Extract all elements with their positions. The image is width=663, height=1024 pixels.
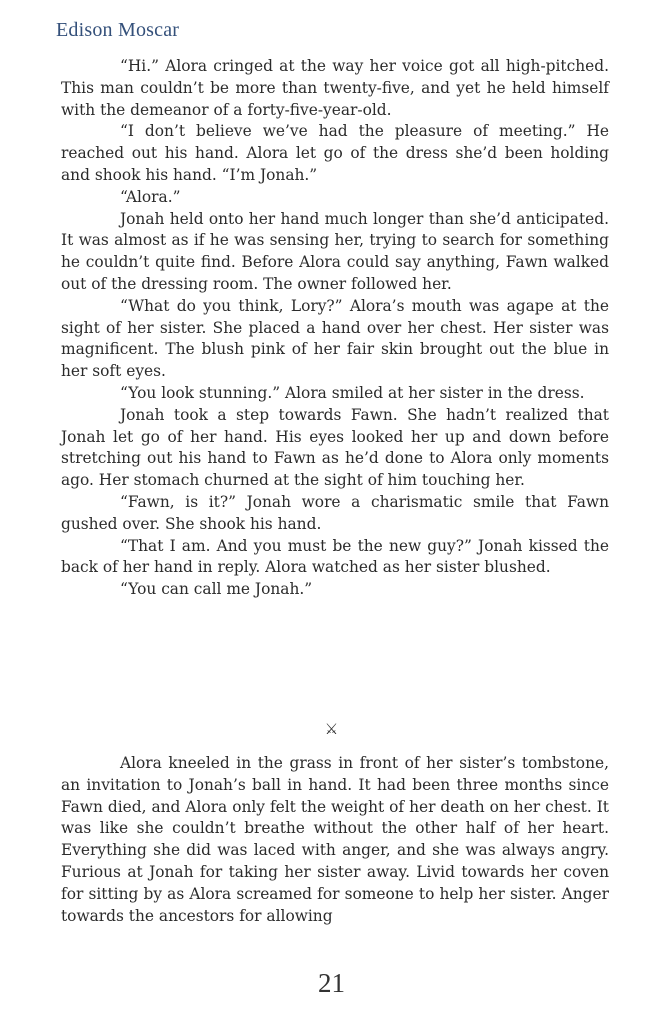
page-number: 21 [318,968,345,998]
paragraph: “Fawn, is it?” Jonah wore a charismatic smile that Fawn gushed over. She shook his hand. [61,492,609,533]
paragraph: Jonah held onto her hand much longer than she’d anticipated. It was almost as if he was sensing her, trying to search for something he couldn’t quite find. Before Alora could say anything, Fawn walked out of the dressing room. The owner followed her. [61,209,609,293]
paragraph: “That I am. And you must be the new guy?” Jonah kissed the back of her hand in reply. Alora watched as her sister blushed. [61,536,609,577]
paragraph: “Alora.” [120,187,181,206]
paragraph: “You can call me Jonah.” [120,580,313,599]
section-break-swords-icon: ⚔ [324,720,339,738]
body-text-section-1 [61,56,609,601]
paragraph: “What do you think, Lory?” Alora’s mouth was agape at the sight of her sister. She placed a hand over her chest. Her sister was magnificent. The blush pink of her fair skin brought out the blue in her soft eyes. [61,296,609,381]
body-text-section-2 [61,753,609,927]
running-header-author: Edison Moscar [56,19,180,41]
paragraph: Jonah took a step towards Fawn. She hadn’t realized that Jonah let go of her hand. His eyes looked her up and down before stretching out his hand to Fawn as he’d done to Alora only moments ago. Her stomach churned at the sight of him touching her. [61,405,609,490]
paragraph: Alora kneeled in the grass in front of her sister’s tombstone, an invitation to Jonah’s ball in hand. It had been three months since Fawn died, and Alora only felt the weight of her death on her chest. It was like she couldn’t breathe without the other half of her heart. Everything she did was laced with anger, and she was always angry. Furious at Jonah for taking her sister away. Livid towards her coven for sitting by as Alora screamed for someone to help her sister. Anger towards the ancestors for allowing [61,754,609,925]
paragraph: “I don’t believe we’ve had the pleasure of meeting.” He reached out his hand. Alora let go of the dress she’d been holding and shook his hand. “I’m Jonah.” [61,122,609,184]
paragraph: “Hi.” Alora cringed at the way her voice got all high-pitched. This man couldn’t be more than twenty-five, and yet he held himself with the demeanor of a forty-five-year-old. [61,57,609,119]
paragraph: “You look stunning.” Alora smiled at her sister in the dress. [120,383,585,402]
